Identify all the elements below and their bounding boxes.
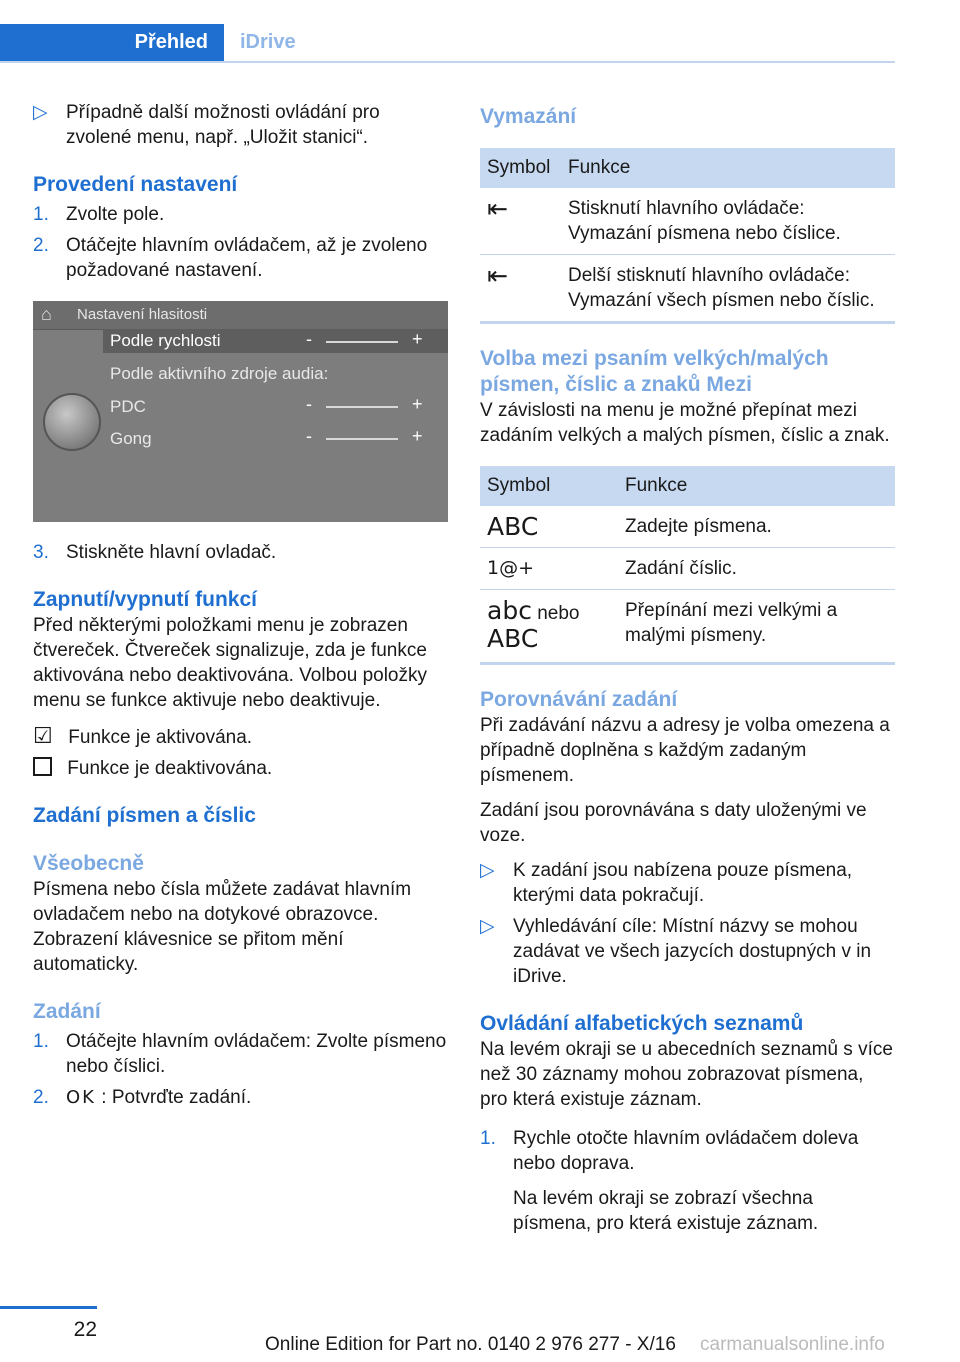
table-row [480, 590, 895, 664]
heading-vymazani: Vymazání [480, 105, 577, 128]
heading-provedeni: Provedení nastavení [33, 173, 238, 196]
plus-icon: + [412, 329, 423, 349]
watermark: carmanualsonline.info [700, 1334, 885, 1355]
table-row [480, 255, 895, 323]
table-header-symbol: Symbol [480, 466, 618, 506]
step-number: 1. [33, 1031, 49, 1052]
step-item [33, 540, 448, 565]
left-column [33, 100, 448, 1110]
or-text: nebo [537, 603, 580, 624]
abc-upper-icon: ABC [487, 624, 539, 653]
table-header-symbol: Symbol [480, 148, 561, 188]
heading-zadani: Zadání [33, 1000, 101, 1023]
step-text: Otáčejte hlavním ovládačem, až je zvoleno požadované nastavení. [66, 235, 428, 281]
table-row [480, 506, 895, 548]
table-volba [480, 466, 895, 665]
ok-symbol: OK [66, 1087, 96, 1108]
footer-line [0, 1306, 97, 1309]
bullet-text: K zadání jsou nabízena pouze písmena, kterými data pokračují. [513, 860, 853, 906]
table-row [480, 548, 895, 590]
bullet-item [480, 914, 895, 989]
paragraph-porovnavani-2: Zadání jsou porovnávána s daty uloženými ve voze. [480, 800, 867, 846]
paragraph-ovladani: Na levém okraji se u abecedních seznamů s více než 30 záznamy mohou zobrazovat písmena, pro která existuje záznam. [480, 1039, 893, 1110]
screen-row-2: Podle aktivního zdroje audia: [110, 364, 329, 383]
abc-lower-icon: abc [487, 596, 532, 625]
step-subtext: Na levém okraji se zobrazí všechna písmena, pro která existuje záznam. [513, 1188, 819, 1234]
heading-porovnavani: Porovnávání zadání [480, 688, 678, 711]
table-vymazani [480, 148, 895, 324]
table-cell-symbol [480, 590, 618, 664]
heading-ovladani: Ovládání alfabetických seznamů [480, 1012, 804, 1035]
digits-icon: 1@+ [480, 548, 618, 590]
heading-zadani-pismen: Zadání písmen a číslic [33, 804, 256, 827]
table-cell: Zadání číslic. [618, 548, 895, 590]
header-tabs [0, 24, 895, 63]
table-cell: Přepínání mezi velkými a malými písmeny. [618, 590, 895, 664]
step-item [33, 233, 448, 283]
minus-icon: - [306, 394, 312, 414]
delete-icon: ⇤ [480, 255, 561, 323]
inactive-line [33, 756, 448, 781]
step-text: Zvolte pole. [66, 204, 165, 225]
slider-bar [326, 406, 398, 408]
bullet-text: Vyhledávání cíle: Místní názvy se mohou zadávat ve všech jazycích dostupných v in iDrive. [513, 916, 872, 987]
controller-knob-icon [43, 393, 101, 451]
table-cell: Zadejte písmena. [618, 506, 895, 548]
step-number: 3. [33, 542, 49, 563]
table-cell: Delší stisknutí hlavního ovládače: Vymazání všech písmen nebo číslic. [561, 255, 895, 323]
step-number: 1. [33, 204, 49, 225]
bullet-text: Případně další možnosti ovládání pro zvolené menu, např. „Uložit stanici“. [66, 102, 380, 148]
delete-icon: ⇤ [480, 188, 561, 255]
active-text: Funkce je aktivována. [68, 727, 253, 748]
unchecked-box-icon [33, 757, 52, 776]
screen-title: Nastavení hlasitosti [77, 306, 208, 323]
table-row [480, 188, 895, 255]
home-icon: ⌂ [41, 304, 52, 324]
paragraph-vseobecne: Písmena nebo čísla můžete zadávat hlavním ovladačem nebo na dotykové obrazovce. Zobrazení klávesnice se přitom mění automaticky. [33, 879, 412, 975]
inactive-text: Funkce je deaktivována. [67, 758, 273, 779]
page-number: 22 [73, 1318, 97, 1341]
triangle-bullet-icon: ▷ [33, 102, 48, 123]
abc-upper-icon: ABC [480, 506, 618, 548]
step-number: 1. [480, 1128, 496, 1149]
paragraph-zapnuti: Před některými položkami menu je zobrazen čtvereček. Čtvereček signalizuje, zda je funkce aktivována nebo deaktivována. Volbou položky menu se funkce aktivuje nebo deaktivuje. [33, 615, 427, 711]
triangle-bullet-icon: ▷ [480, 916, 495, 937]
step-text: Rychle otočte hlavním ovládačem doleva nebo doprava. [513, 1128, 859, 1174]
paragraph-volba: V závislosti na menu je možné přepínat mezi zadáním velkých a malých písmen, číslic a znak. [480, 400, 890, 446]
bullet-item [480, 858, 895, 908]
slider-bar [326, 438, 398, 440]
step-text: Otáčejte hlavním ovládačem: Zvolte písmeno nebo číslici. [66, 1031, 447, 1077]
step-number: 2. [33, 235, 49, 256]
table-cell: Stisknutí hlavního ovládače: Vymazání písmena nebo číslice. [561, 188, 895, 255]
footer-edition: Online Edition for Part no. 0140 2 976 277 - X/16 [265, 1334, 676, 1355]
step-item [33, 1029, 448, 1079]
bullet-item [33, 100, 448, 150]
heading-vseobecne: Všeobecně [33, 852, 144, 875]
table-header-funkce: Funkce [618, 466, 895, 506]
paragraph-porovnavani-1: Při zadávání názvu a adresy je volba omezena a případně doplněna s každým zadaným písmenem. [480, 715, 890, 786]
step-text: : Potvrďte zadání. [101, 1087, 252, 1108]
step-item [33, 202, 448, 227]
minus-icon: - [306, 426, 312, 446]
step-number: 2. [33, 1087, 49, 1108]
active-line [33, 723, 448, 750]
screen-row-1: Podle rychlosti [110, 331, 221, 350]
screen-row-3: PDC [110, 397, 146, 416]
heading-zapnuti: Zapnutí/vypnutí funkcí [33, 588, 257, 611]
step-item [480, 1126, 895, 1176]
table-header-funkce: Funkce [561, 148, 895, 188]
plus-icon: + [412, 394, 423, 414]
table-header-row [480, 466, 895, 506]
checked-box-icon: ☑ [33, 723, 53, 748]
step-item [33, 1085, 448, 1110]
idrive-screen-image [33, 301, 448, 522]
tab-idrive[interactable]: iDrive [240, 31, 296, 53]
tab-prehled[interactable]: Přehled [0, 24, 224, 61]
minus-icon: - [306, 329, 312, 349]
right-column [480, 104, 895, 1236]
step-text: Stiskněte hlavní ovladač. [66, 542, 277, 563]
slider-bar [326, 341, 398, 343]
plus-icon: + [412, 426, 423, 446]
heading-volba: Volba mezi psaním velkých/malých písmen, číslic a znaků Mezi [480, 347, 829, 396]
screen-row-4: Gong [110, 429, 152, 448]
triangle-bullet-icon: ▷ [480, 860, 495, 881]
table-header-row [480, 148, 895, 188]
